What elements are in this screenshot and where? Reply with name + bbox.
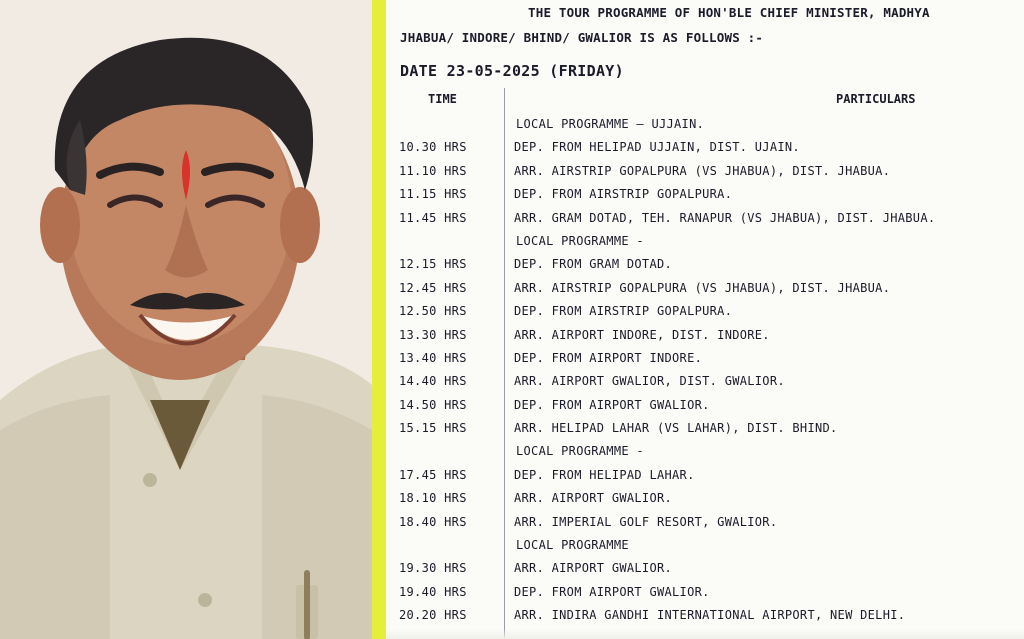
- row-time: 18.10 HRS: [399, 491, 467, 506]
- schedule-row: [386, 582, 1024, 605]
- row-particulars: DEP. FROM HELIPAD UJJAIN, DIST. UJAIN.: [514, 140, 800, 155]
- schedule-row: [386, 418, 1024, 441]
- schedule-table: [386, 114, 1024, 629]
- schedule-row: [386, 161, 1024, 184]
- column-header-time: TIME: [428, 92, 457, 106]
- row-time: 12.15 HRS: [399, 257, 467, 272]
- schedule-row: [386, 208, 1024, 231]
- row-time: 20.20 HRS: [399, 608, 467, 623]
- tour-programme-document: [386, 0, 1024, 639]
- schedule-row: [386, 395, 1024, 418]
- row-time: 12.50 HRS: [399, 304, 467, 319]
- row-particulars: ARR. IMPERIAL GOLF RESORT, GWALIOR.: [514, 514, 778, 529]
- row-particulars: LOCAL PROGRAMME – UJJAIN.: [516, 117, 705, 131]
- schedule-row: [386, 137, 1024, 160]
- schedule-row: [386, 278, 1024, 301]
- row-time: 11.45 HRS: [399, 210, 467, 225]
- row-time: 17.45 HRS: [399, 467, 467, 482]
- programme-date: DATE 23-05-2025 (FRIDAY): [400, 62, 624, 80]
- schedule-row: [386, 535, 1024, 558]
- row-particulars: DEP. FROM AIRPORT GWALIOR.: [514, 397, 710, 412]
- schedule-row: [386, 465, 1024, 488]
- row-time: 18.40 HRS: [399, 514, 467, 529]
- schedule-row: [386, 605, 1024, 628]
- portrait-photo: [0, 0, 372, 639]
- row-time: 11.10 HRS: [399, 163, 467, 178]
- row-particulars: DEP. FROM AIRSTRIP GOPALPURA.: [514, 187, 733, 202]
- row-particulars: ARR. GRAM DOTAD, TEH. RANAPUR (VS JHABUA), DIST. JHABUA.: [514, 210, 936, 225]
- document-title: THE TOUR PROGRAMME OF HON'BLE CHIEF MINISTER, MADHYA: [528, 5, 930, 20]
- schedule-row: [386, 558, 1024, 581]
- row-particulars: ARR. HELIPAD LAHAR (VS LAHAR), DIST. BHIND.: [514, 421, 838, 436]
- row-particulars: LOCAL PROGRAMME -: [516, 444, 644, 459]
- schedule-row: [386, 325, 1024, 348]
- row-particulars: ARR. AIRSTRIP GOPALPURA (VS JHABUA), DIST. JHABUA.: [514, 280, 891, 295]
- schedule-row: [386, 371, 1024, 394]
- row-time: 14.40 HRS: [399, 374, 467, 389]
- row-particulars: LOCAL PROGRAMME: [516, 538, 629, 553]
- row-time: 13.40 HRS: [399, 350, 467, 365]
- row-particulars: LOCAL PROGRAMME -: [516, 233, 644, 248]
- row-particulars: DEP. FROM HELIPAD LAHAR.: [514, 467, 695, 482]
- portrait-illustration: [0, 0, 372, 639]
- row-time: 14.50 HRS: [399, 397, 467, 412]
- schedule-row: [386, 114, 1024, 137]
- row-time: 19.30 HRS: [399, 561, 467, 576]
- row-particulars: DEP. FROM AIRPORT GWALIOR.: [514, 584, 710, 599]
- column-header-particulars: PARTICULARS: [836, 92, 916, 106]
- row-time: 10.30 HRS: [399, 140, 467, 155]
- schedule-row: [386, 512, 1024, 535]
- document-subtitle: JHABUA/ INDORE/ BHIND/ GWALIOR IS AS FOLLOWS :-: [400, 30, 764, 45]
- row-particulars: ARR. AIRPORT GWALIOR.: [514, 491, 673, 506]
- page-cut-edge: [386, 629, 1024, 639]
- row-particulars: ARR. AIRPORT INDORE, DIST. INDORE.: [514, 327, 770, 342]
- schedule-row: [386, 254, 1024, 277]
- row-time: 11.15 HRS: [399, 187, 467, 202]
- row-particulars: DEP. FROM GRAM DOTAD.: [514, 257, 673, 272]
- yellow-divider: [372, 0, 386, 639]
- row-particulars: ARR. INDIRA GANDHI INTERNATIONAL AIRPORT, NEW DELHI.: [514, 608, 906, 623]
- row-particulars: DEP. FROM AIRPORT INDORE.: [514, 350, 703, 365]
- row-particulars: ARR. AIRSTRIP GOPALPURA (VS JHABUA), DIST. JHABUA.: [514, 163, 891, 178]
- row-time: 13.30 HRS: [399, 327, 467, 342]
- row-time: 19.40 HRS: [399, 584, 467, 599]
- schedule-row: [386, 231, 1024, 254]
- schedule-row: [386, 348, 1024, 371]
- row-particulars: DEP. FROM AIRSTRIP GOPALPURA.: [514, 304, 733, 319]
- schedule-row: [386, 301, 1024, 324]
- row-time: 12.45 HRS: [399, 280, 467, 295]
- schedule-row: [386, 441, 1024, 464]
- row-particulars: ARR. AIRPORT GWALIOR, DIST. GWALIOR.: [514, 374, 785, 389]
- row-particulars: ARR. AIRPORT GWALIOR.: [514, 561, 673, 576]
- row-time: 15.15 HRS: [399, 421, 467, 436]
- schedule-row: [386, 488, 1024, 511]
- schedule-row: [386, 184, 1024, 207]
